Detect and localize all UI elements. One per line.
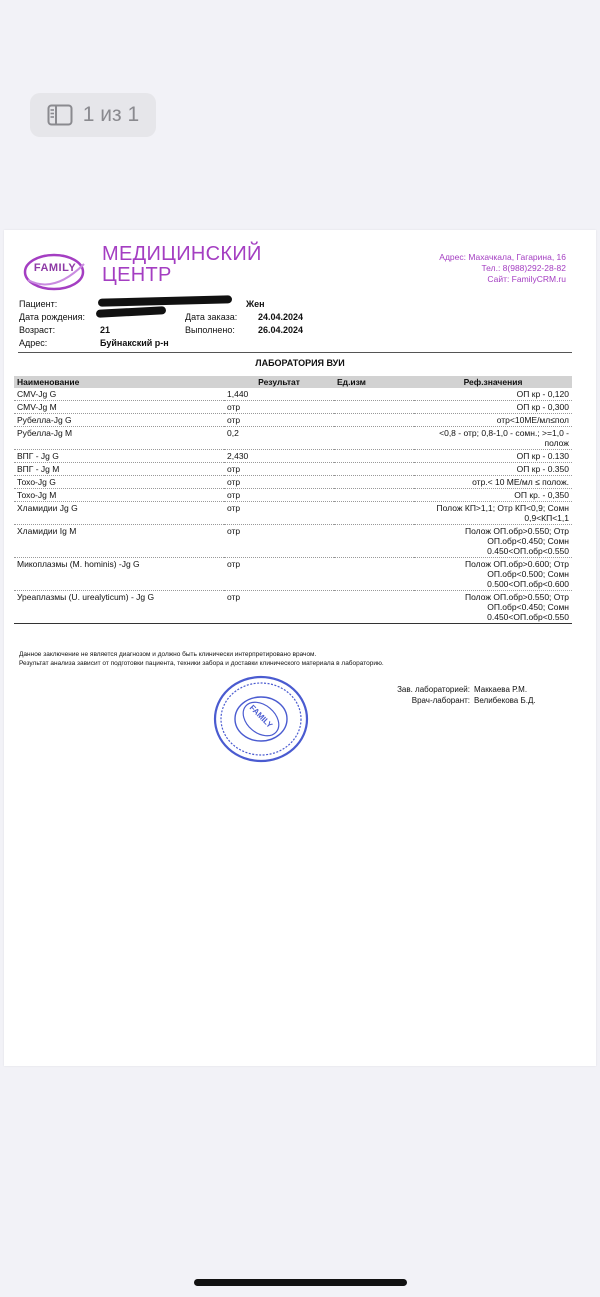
head-name: Маккаева Р.М. [474,685,528,694]
sidebar-icon [47,104,73,126]
label-birth: Дата рождения: [19,312,85,322]
table-row [14,476,572,489]
table-row [14,414,572,427]
cell-unit [334,450,414,463]
label-age: Возраст: [19,325,56,335]
contact-phone: Тел.: 8(988)292-28-82 [481,263,566,273]
cell-unit [334,427,414,450]
cell-unit [334,502,414,525]
table-row [14,489,572,502]
cell-result: отр [224,401,334,414]
cell-result: отр [224,502,334,525]
cell-ref: Полож ОП.обр>0.550; Отр ОП.обр<0.450; Сомн 0.450<ОП.обр<0.550 [414,591,572,624]
cell-result: отр [224,525,334,558]
table-row [14,502,572,525]
page-counter[interactable] [30,93,156,137]
center-name-line2: ЦЕНТР [102,264,172,286]
table-row [14,450,572,463]
table-row [14,525,572,558]
label-order-date: Дата заказа: [185,312,238,322]
signatures [384,684,536,706]
contacts [439,252,566,285]
cell-name: Рубелла-Jg G [14,414,224,427]
cell-name: Хламидии Jg G [14,502,224,525]
cell-ref: ОП кр - 0,120 [414,388,572,401]
results-table [14,376,572,624]
cell-result: отр [224,463,334,476]
table-row [14,388,572,401]
label-address: Адрес: [19,338,48,348]
patient-gender: Жен [246,299,265,309]
table-row [14,558,572,591]
header-ref: Реф.значения [414,376,572,388]
lab-title: ЛАБОРАТОРИЯ ВУИ [255,358,345,368]
cell-name: Тохо-Jg G [14,476,224,489]
disclaimer-line2: Результат анализа зависит от подготовки пациента, техники забора и доставки клинического материала в лабораторию. [19,660,384,667]
cell-unit [334,591,414,624]
cell-result: отр [224,414,334,427]
cell-ref: Полож ОП.обр>0.550; Отр ОП.обр<0.450; Сомн 0.450<ОП.обр<0.550 [414,525,572,558]
cell-ref: ОП кр - 0,300 [414,401,572,414]
cell-unit [334,558,414,591]
home-indicator[interactable] [194,1279,407,1286]
order-date: 24.04.2024 [258,312,304,322]
cell-result: 2,430 [224,450,334,463]
cell-name: Микоплазмы (M. hominis) -Jg G [14,558,224,591]
cell-unit [334,525,414,558]
contact-address: Адрес: Махачкала, Гагарина, 16 [439,252,566,262]
cell-name: Уреаплазмы (U. urealyticum) - Jg G [14,591,224,624]
contact-site: Сайт: FamilyCRM.ru [487,274,566,284]
label-patient: Пациент: [19,299,58,309]
header-result: Результат [224,376,334,388]
stamp-text: FAMILY [247,703,275,730]
cell-ref: ОП кр - 0.350 [414,463,572,476]
done-date: 26.04.2024 [258,325,304,335]
cell-ref: ОП кр - 0.130 [414,450,572,463]
cell-name: Хламидии Ig M [14,525,224,558]
cell-ref: отр<10МЕ/мл≤пол [414,414,572,427]
patient-address: Буйнакский р-н [100,338,169,348]
cell-result: отр [224,591,334,624]
cell-result: отр [224,476,334,489]
cell-unit [334,463,414,476]
cell-ref: <0,8 - отр; 0,8-1,0 - сомн.; >=1,0 - полож [414,427,572,450]
cell-name: CMV-Jg M [14,401,224,414]
logo-text: FAMILY [33,262,77,274]
header-name: Наименование [14,376,224,388]
redaction-birth [96,306,166,318]
cell-ref: ОП кр. - 0,350 [414,489,572,502]
doctor-label: Врач-лаборант: [411,696,470,705]
redaction-name [98,295,232,307]
cell-name: CMV-Jg G [14,388,224,401]
cell-result: 1,440 [224,388,334,401]
cell-name: Тохо-Jg M [14,489,224,502]
cell-unit [334,489,414,502]
head-label: Зав. лабораторией: [397,685,470,694]
label-done-date: Выполнено: [185,325,235,335]
center-name [102,244,262,286]
cell-unit [334,388,414,401]
table-header-row [14,376,572,388]
document-page [4,230,596,1066]
cell-unit [334,414,414,427]
page-counter-label: 1 из 1 [82,103,140,126]
table-row [14,591,572,624]
center-name-line1: МЕДИЦИНСКИЙ [102,243,262,265]
divider [18,352,572,353]
patient-age: 21 [100,325,111,335]
cell-ref: Полож ОП.обр>0.600; Отр ОП.обр<0.500; Сомн 0.500<ОП.обр<0.600 [414,558,572,591]
doctor-name: Велибекова Б.Д. [474,696,536,705]
cell-name: ВПГ - Jg G [14,450,224,463]
cell-result: отр [224,558,334,591]
table-row [14,401,572,414]
table-row [14,427,572,450]
disclaimer-line1: Данное заключение не является диагнозом и должно быть клинически интерпретировано врачом. [19,651,317,658]
cell-ref: отр.< 10 МЕ/мл ≤ полож. [414,476,572,489]
cell-result: 0,2 [224,427,334,450]
cell-result: отр [224,489,334,502]
cell-name: ВПГ - Jg M [14,463,224,476]
cell-name: Рубелла-Jg M [14,427,224,450]
cell-unit [334,476,414,489]
cell-ref: Полож КП>1,1; Отр КП<0,9; Сомн 0,9<КП<1,1 [414,502,572,525]
header-unit: Ед.изм [334,376,414,388]
table-row [14,463,572,476]
cell-unit [334,401,414,414]
clinic-stamp [212,674,310,769]
